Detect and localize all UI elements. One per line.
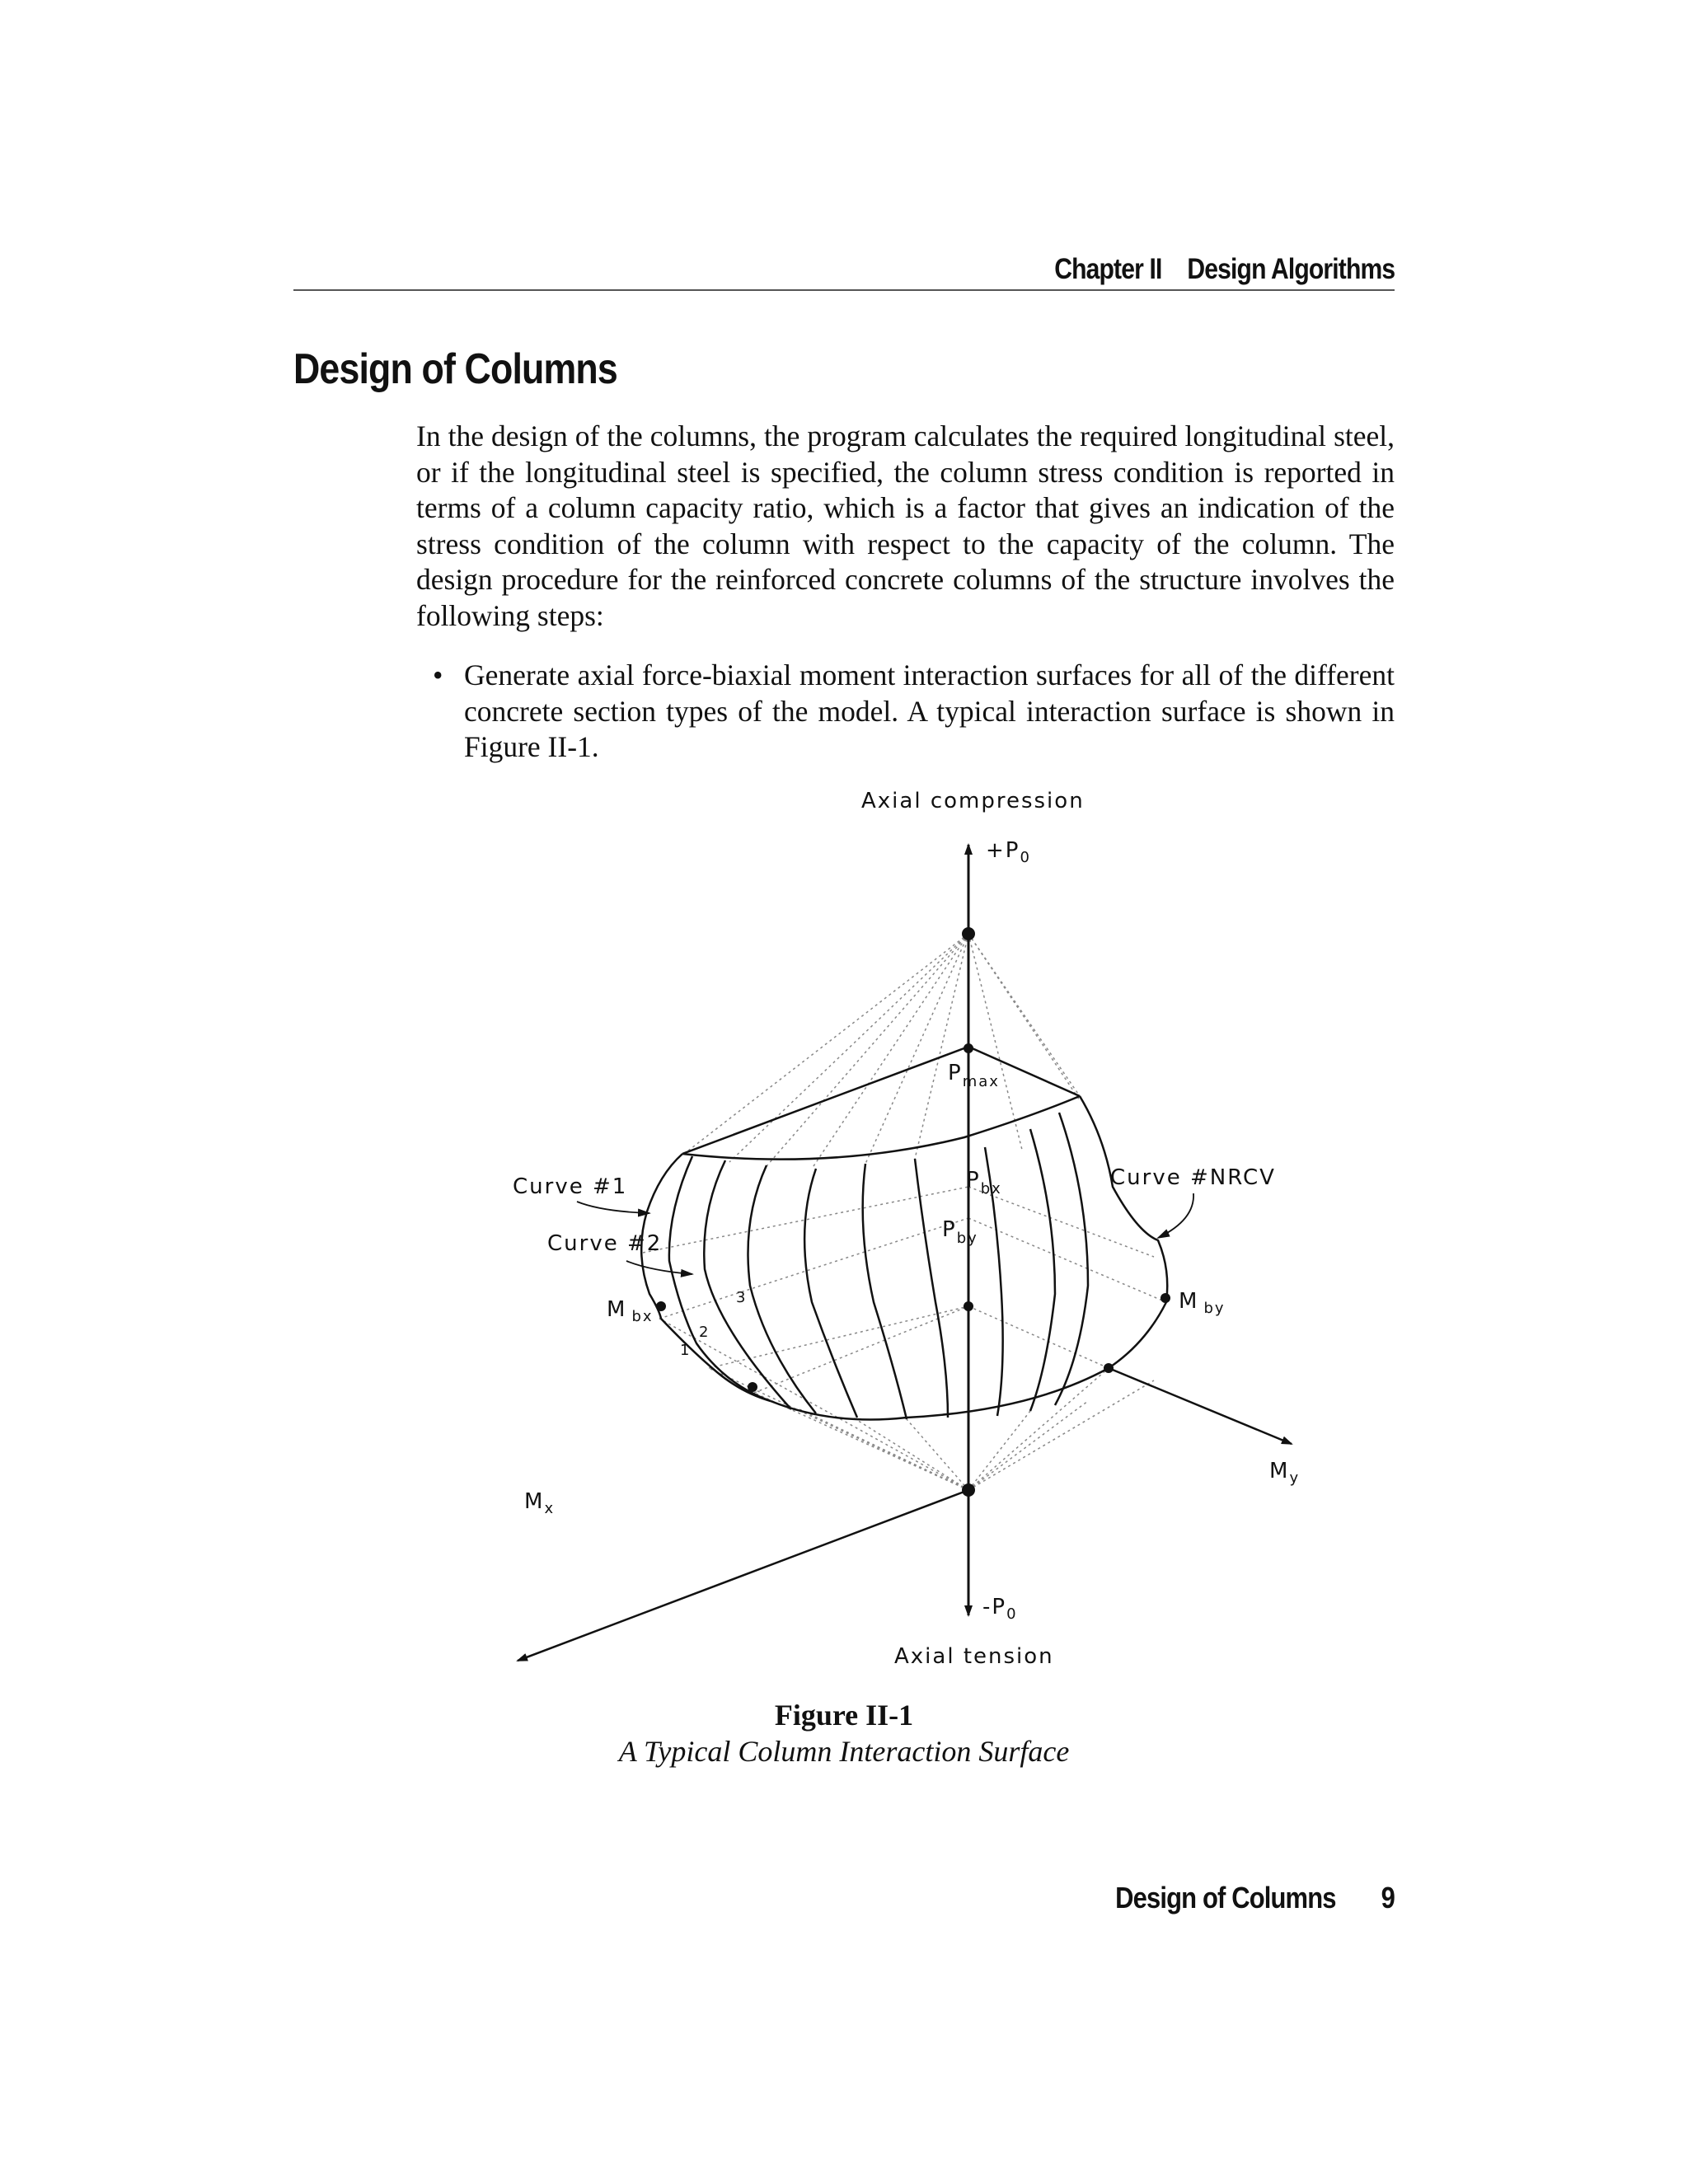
footer-section: Design of Columns [1115, 1881, 1336, 1915]
center-point [964, 1301, 973, 1311]
pmax-label: $P_{max}$ [948, 1061, 1000, 1090]
curve-index-2: 2 [699, 1324, 709, 1341]
mbx-label: M $_{bx}$ [607, 1297, 654, 1325]
pbx-label: $P_{bx}$ [966, 1168, 1002, 1197]
minus-p0-point [962, 1483, 975, 1497]
page-number: 9 [1381, 1881, 1395, 1915]
mx-label: $M_x$ [524, 1489, 556, 1517]
bottom-meridian-lines [659, 1319, 1154, 1490]
intro-paragraph: In the design of the columns, the program calculates the required longitudinal steel, or if the longitudinal steel is specified, the column stress condition is reported in terms of a column capacity ratio, which is a factor that gives an indication of the stress condition of the column with respect to the capacity of the column. The design procedure for the reinforced concrete columns of the structure involves the following steps: [416, 419, 1395, 632]
surface-points [656, 927, 1170, 1497]
curve2-label: Curve #2 [547, 1231, 663, 1256]
plus-p0-point [962, 927, 975, 940]
bullet-marker: • [433, 658, 443, 691]
mby-label: M $_{by}$ [1179, 1289, 1226, 1317]
section-title: Design of Columns [293, 345, 617, 393]
my-axis-point [1104, 1363, 1114, 1373]
pby-label: $P_{by}$ [942, 1217, 978, 1247]
minus-p0-label: $-P_0$ [982, 1595, 1018, 1623]
mby-point [1160, 1293, 1170, 1303]
my-axis-segment [1109, 1368, 1292, 1444]
plus-p0-label: $+P_0$ [986, 838, 1031, 866]
header-chapter-title: Design Algorithms [1187, 253, 1395, 285]
my-axis [968, 1442, 1292, 1490]
curve-index-3: 3 [736, 1289, 746, 1306]
bullet-text: Generate axial force-biaxial moment interaction surfaces for all of the different concrete section types of the model. A typical interaction surface is shown in Figure II-1. [464, 658, 1395, 764]
curve1-pointer [577, 1202, 649, 1213]
figure-caption-subtitle: A Typical Column Interaction Surface [618, 1735, 1070, 1768]
curve2-pointer [626, 1261, 692, 1274]
axial-tension-label: Axial tension [894, 1644, 1054, 1669]
figure-caption-title: Figure II-1 [774, 1699, 914, 1732]
mx-axis [518, 1490, 968, 1661]
my-label: $M_y$ [1269, 1459, 1301, 1487]
curve1-label: Curve #1 [513, 1174, 628, 1199]
curve-nrcv-label: Curve #NRCV [1110, 1165, 1276, 1190]
mbx-point [656, 1301, 666, 1311]
header-chapter: Chapter II [1053, 253, 1162, 285]
curve-index-1: 1 [680, 1342, 690, 1359]
curve-nrcv-pointer [1158, 1193, 1193, 1238]
top-meridian-lines [684, 934, 1080, 1169]
page-footer [1115, 1881, 1395, 1915]
axial-compression-label: Axial compression [861, 789, 1085, 813]
mx-axis-point [748, 1382, 757, 1392]
pmax-point [964, 1043, 973, 1053]
